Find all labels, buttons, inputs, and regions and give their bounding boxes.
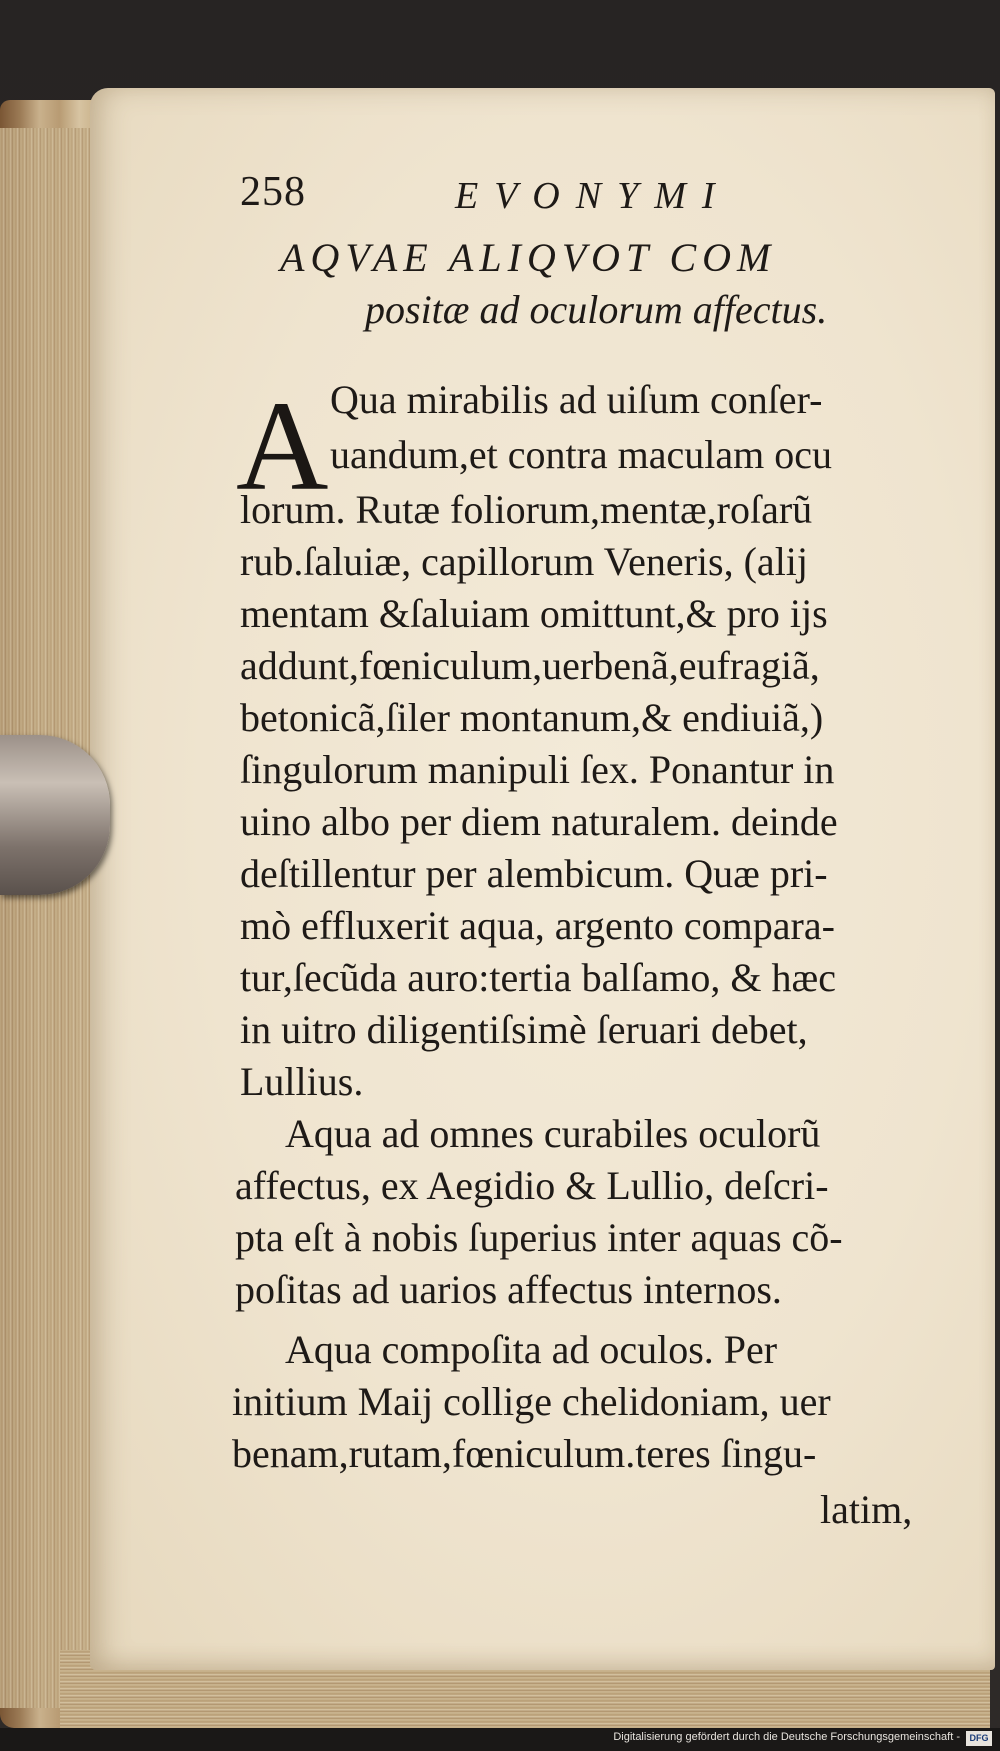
text-line: deſtillentur per alembicum. Quæ pri- xyxy=(240,851,828,896)
page-number: 258 xyxy=(240,169,306,215)
section-title-line-2: positæ ad oculorum affectus. xyxy=(365,287,828,332)
text-line: pta eſt à nobis ſuperius inter aquas cõ- xyxy=(235,1215,843,1260)
digitization-footer xyxy=(0,1728,1000,1751)
text-line: rub.ſaluiæ, capillorum Veneris, (alij xyxy=(240,539,809,584)
dfg-logo: DFG xyxy=(966,1731,992,1746)
text-line: benam,rutam,fœniculum.teres ſingu- xyxy=(232,1431,817,1476)
text-line: affectus, ex Aegidio & Lullio, deſcri- xyxy=(235,1163,829,1208)
digitization-note: Digitalisierung gefördert durch die Deutsche Forschungsgemeinschaft - xyxy=(613,1731,960,1743)
text-line: uino albo per diem naturalem. deinde xyxy=(240,799,838,844)
text-line: Lullius. xyxy=(240,1059,364,1104)
drop-cap: A xyxy=(236,375,329,517)
text-line: in uitro diligentiſsimè ſeruari debet, xyxy=(240,1007,808,1052)
running-head: EVONYMI xyxy=(455,175,731,217)
text-line: tur,ſecũda auro:tertia balſamo, & hæc xyxy=(240,955,836,1000)
text-line: ſingulorum manipuli ſex. Ponantur in xyxy=(240,747,835,792)
text-line: poſitas ad uarios affectus internos. xyxy=(235,1267,782,1312)
text-line: Qua mirabilis ad uiſum conſer- xyxy=(330,377,823,422)
section-title-line-1: AQVAE ALIQVOT COM xyxy=(280,235,777,280)
page-header xyxy=(240,168,940,228)
text-line: Aqua compoſita ad oculos. Per xyxy=(285,1327,778,1372)
catch-word: latim, xyxy=(820,1487,913,1532)
text-line: betonicã,ſiler montanum,& endiuiã,) xyxy=(240,695,824,740)
text-line: uandum,et contra maculam ocu xyxy=(330,432,833,477)
text-line: mentam &ſaluiam omittunt,& pro ijs xyxy=(240,591,828,636)
text-line: mò effluxerit aqua, argento compara- xyxy=(240,903,835,948)
text-line: addunt,fœniculum,uerbenã,eufragiã, xyxy=(240,643,820,688)
text-line: Aqua ad omnes curabiles oculorũ xyxy=(285,1111,821,1156)
text-line: lorum. Rutæ foliorum,mentæ,roſarũ xyxy=(240,487,813,532)
text-line: initium Maij collige chelidoniam, uer xyxy=(232,1379,831,1424)
